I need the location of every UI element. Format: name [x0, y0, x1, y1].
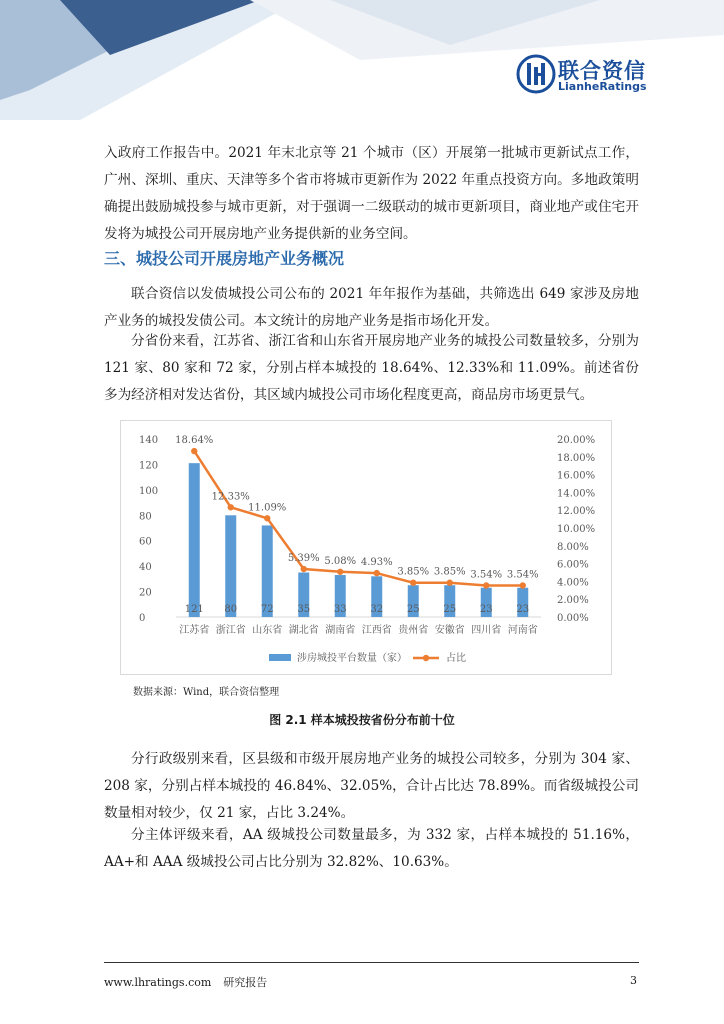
- bar-data-label: 72: [260, 604, 274, 615]
- paragraph-provinces: 分省份来看，江苏省、浙江省和山东省开展房地产业务的城投公司数量较多，分别为 121 家、80 家和 72 家，分别占样本城投的 18.64%、12.33%和 11.09%。前述省份多为经济相对发达省份，其区域内城投公司市场化程度更高，商品房市场更景气。: [104, 333, 639, 403]
- line-point: [264, 515, 270, 521]
- bar: [225, 515, 236, 617]
- footer-site: www.lhratings.com: [104, 976, 212, 989]
- y-left-tick-label: 60: [139, 536, 152, 548]
- line-point: [483, 582, 489, 588]
- x-tick-label: 山东省: [252, 625, 283, 636]
- line-point: [374, 570, 380, 576]
- line-data-label: 5.08%: [324, 555, 357, 567]
- province-distribution-chart: [121, 421, 611, 674]
- bar-data-label: 25: [406, 604, 420, 615]
- y-left-tick-label: 80: [139, 511, 152, 523]
- line-point: [301, 566, 307, 572]
- paragraph-sample: 联合资信以发债城投公司公布的 2021 年年报作为基础，共筛选出 649 家涉及房地产业务的城投发债公司。本文统计的房地产业务是指市场化开发。: [104, 286, 639, 329]
- line-data-label: 18.64%: [175, 435, 214, 447]
- bar-data-label: 32: [370, 604, 384, 615]
- y-right-tick-label: 8.00%: [557, 541, 589, 553]
- y-right-tick-label: 2.00%: [557, 595, 589, 607]
- legend-swatch-bars: [269, 654, 291, 661]
- line-data-label: 3.85%: [433, 566, 466, 578]
- y-left-tick-label: 0: [139, 613, 146, 624]
- paragraph-admin-level: 分行政级别来看，区县级和市级开展房地产业务的城投公司较多，分别为 304 家、208 家，分别占样本城投的 46.84%、32.05%，合计占比达 78.89%。而省级城投公司数量相对较少，仅 21 家，占比 3.24%。: [104, 751, 639, 821]
- chart-container: [120, 420, 612, 675]
- legend-label-line: 占比: [446, 653, 466, 664]
- footer-doc-type: 研究报告: [223, 976, 268, 989]
- y-left-tick-label: 120: [139, 460, 159, 472]
- logo-name-cn: 联合资信: [558, 59, 646, 83]
- line-point: [191, 448, 197, 454]
- y-right-tick-label: 0.00%: [557, 613, 589, 624]
- line-point: [410, 580, 416, 586]
- line-series: [194, 451, 523, 585]
- bar-data-label: 23: [516, 604, 530, 615]
- line-point: [447, 580, 453, 586]
- y-right-tick-label: 4.00%: [557, 577, 589, 589]
- line-data-label: 12.33%: [211, 491, 250, 503]
- line-data-label: 3.85%: [397, 566, 430, 578]
- y-left-tick-label: 20: [139, 587, 152, 599]
- y-left-tick-label: 100: [139, 485, 159, 497]
- bar: [189, 463, 200, 617]
- x-tick-label: 湖北省: [288, 625, 319, 636]
- figure-caption: 图 2.1 样本城投按省份分布前十位: [269, 713, 455, 727]
- data-source: 数据来源：Wind，联合资信整理: [133, 687, 280, 698]
- y-left-tick-label: 40: [139, 562, 152, 574]
- y-right-tick-label: 10.00%: [557, 524, 596, 535]
- legend-label-bars: 涉房城投平台数量（家）: [297, 653, 407, 664]
- line-data-label: 3.54%: [470, 569, 503, 581]
- x-tick-label: 安徽省: [434, 625, 465, 636]
- line-data-label: 11.09%: [248, 502, 287, 514]
- line-point: [337, 569, 343, 575]
- y-left-tick-label: 140: [139, 435, 159, 446]
- logo-name-en: LianheRatings: [558, 80, 647, 93]
- x-tick-label: 湖南省: [325, 625, 356, 636]
- x-tick-label: 江苏省: [179, 625, 210, 636]
- line-data-label: 5.39%: [287, 553, 320, 565]
- line-point: [228, 504, 234, 510]
- line-point: [520, 582, 526, 588]
- section-title: 三、城投公司开展房地产业务概况: [104, 249, 345, 268]
- y-right-tick-label: 12.00%: [557, 506, 596, 518]
- y-right-tick-label: 16.00%: [557, 470, 596, 482]
- x-tick-label: 河南省: [507, 625, 538, 636]
- bar-data-label: 35: [297, 604, 311, 615]
- lianhe-logo-icon: [516, 54, 556, 94]
- y-right-tick-label: 14.00%: [557, 488, 596, 500]
- line-data-label: 3.54%: [506, 569, 539, 581]
- footer-left: [104, 974, 267, 990]
- bar-data-label: 23: [479, 604, 493, 615]
- bar-data-label: 25: [443, 604, 457, 615]
- y-right-tick-label: 20.00%: [557, 435, 596, 446]
- paragraph-rating: 分主体评级来看，AA 级城投公司数量最多，为 332 家，占样本城投的 51.16%，AA+和 AAA 级城投公司占比分别为 32.82%、10.63%。: [104, 827, 639, 870]
- page-number: 3: [630, 974, 637, 987]
- y-right-tick-label: 6.00%: [557, 559, 589, 571]
- y-right-tick-label: 18.00%: [557, 452, 596, 464]
- line-data-label: 4.93%: [360, 557, 393, 569]
- legend-marker-line: [423, 655, 429, 661]
- bar-data-label: 33: [333, 604, 347, 615]
- footer-divider: [104, 962, 639, 963]
- bar-data-label: 80: [224, 604, 238, 615]
- x-tick-label: 贵州省: [398, 625, 429, 636]
- x-tick-label: 四川省: [471, 625, 502, 636]
- bar-data-label: 121: [184, 604, 204, 615]
- x-tick-label: 浙江省: [215, 625, 246, 636]
- x-tick-label: 江西省: [361, 625, 392, 636]
- paragraph-urban-renewal: 入政府工作报告中。2021 年末北京等 21 个城市（区）开展第一批城市更新试点工作，广州、深圳、重庆、天津等多个省市将城市更新作为 2022 年重点投资方向。多地政策明确提出鼓励城投参与城市更新，对于强调一二级联动的城市更新项目，商业地产或住宅开发将为城投公司开展房地产业务提供新的业务空间。: [104, 145, 640, 242]
